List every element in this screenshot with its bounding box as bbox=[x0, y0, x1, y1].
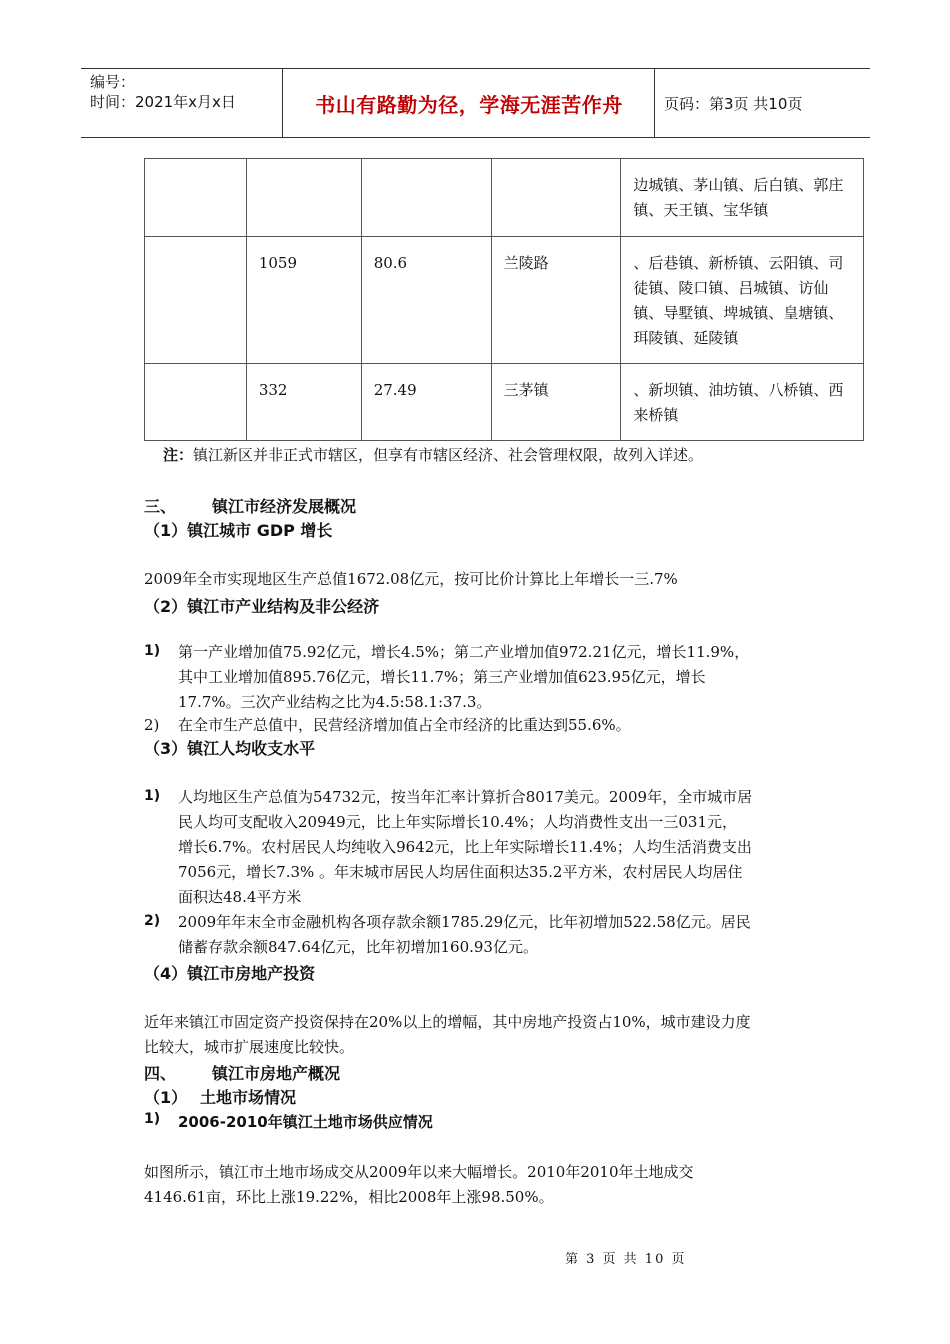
list-item-line: 民人均可支配收入20949元，比上年实际增长10.4%；人均消费性支出一三031元， bbox=[178, 813, 738, 831]
table-cell: 1059 bbox=[246, 237, 361, 364]
header-page-info: 页码：第3页 共10页 bbox=[664, 94, 803, 113]
table-row bbox=[145, 364, 864, 441]
table-cell-towns: 、后巷镇、新桥镇、云阳镇、司徒镇、陵口镇、吕城镇、访仙镇、导墅镇、埤城镇、皇塘镇、珥陵镇、延陵镇 bbox=[621, 237, 864, 364]
paragraph-line: 4146.61亩，环比上涨19.22%，相比2008年上涨98.50%。 bbox=[144, 1188, 554, 1206]
table-cell: 三茅镇 bbox=[491, 364, 621, 441]
list-number: 2) bbox=[144, 913, 161, 929]
section-heading: 镇江市房地产概况 bbox=[212, 1064, 341, 1083]
table-cell bbox=[145, 237, 247, 364]
table-cell bbox=[145, 364, 247, 441]
list-item-line: 人均地区生产总值为54732元，按当年汇率计算折合8017美元。2009年，全市城市居 bbox=[178, 788, 753, 806]
list-item-line: 17.7%。三次产业结构之比为4.5:58.1:37.3。 bbox=[178, 693, 492, 711]
subheading: 2006-2010年镇江土地市场供应情况 bbox=[178, 1113, 433, 1131]
page-footer: 第 3 页 共 10 页 bbox=[565, 1252, 687, 1267]
paragraph-line: 近年来镇江市固定资产投资保持在20%以上的增幅，其中房地产投资占10%，城市建设力度 bbox=[144, 1013, 751, 1031]
list-number: 1) bbox=[144, 788, 161, 804]
list-item-line: 2009年年末全市金融机构各项存款余额1785.29亿元，比年初增加522.58亿元。居民 bbox=[178, 913, 751, 931]
paragraph-line: 如图所示，镇江市土地市场成交从2009年以来大幅增长。2010年2010年土地成交 bbox=[144, 1163, 694, 1181]
paragraph: 2009年全市实现地区生产总值1672.08亿元，按可比价计算比上年增长一三.7% bbox=[144, 570, 678, 588]
header-divider bbox=[282, 69, 283, 137]
list-item-line: 储蓄存款余额847.64亿元，比年初增加160.93亿元。 bbox=[178, 938, 538, 956]
section-number: 三、 bbox=[144, 497, 177, 516]
subsection-heading: （4）镇江市房地产投资 bbox=[144, 964, 316, 983]
subsection-number: （1） bbox=[144, 1088, 188, 1107]
list-number: 1) bbox=[144, 643, 161, 659]
list-item-line: 在全市生产总值中，民营经济增加值占全市经济的比重达到55.6%。 bbox=[178, 716, 631, 734]
header-motto: 书山有路勤为径，学海无涯苦作舟 bbox=[315, 92, 623, 117]
subsection-heading: （3）镇江人均收支水平 bbox=[144, 739, 316, 758]
list-item-line: 第一产业增加值75.92亿元，增长4.5%；第二产业增加值972.21亿元，增长11.9%， bbox=[178, 643, 750, 661]
header-divider bbox=[654, 69, 655, 137]
subsection-heading: （2）镇江市产业结构及非公经济 bbox=[144, 597, 380, 616]
list-item-line: 其中工业增加值895.76亿元，增长11.7%；第三产业增加值623.95亿元，增长 bbox=[178, 668, 706, 686]
section-number: 四、 bbox=[144, 1064, 177, 1083]
table-cell: 27.49 bbox=[361, 364, 491, 441]
list-item-line: 7056元，增长7.3% 。年末城市居民人均居住面积达35.2平方米，农村居民人均居住 bbox=[178, 863, 743, 881]
note-label: 注： bbox=[163, 446, 194, 464]
list-number: 2) bbox=[144, 716, 160, 734]
table-note bbox=[163, 444, 703, 465]
list-item-line: 增长6.7%。农村居民人均纯收入9642元，比上年实际增长11.4%；人均生活消费支出 bbox=[178, 838, 752, 856]
note-text: 镇江新区并非正式市辖区，但享有市辖区经济、社会管理权限，故列入详述。 bbox=[193, 446, 704, 464]
subsection-heading: （1）镇江城市 GDP 增长 bbox=[144, 521, 333, 540]
table-cell bbox=[145, 159, 247, 237]
page-header bbox=[81, 68, 870, 138]
district-table bbox=[144, 158, 864, 441]
list-number: 1) bbox=[144, 1111, 161, 1127]
table-cell bbox=[491, 159, 621, 237]
table-cell bbox=[246, 159, 361, 237]
list-item-line: 面积达48.4平方米 bbox=[178, 888, 302, 906]
table-cell: 兰陵路 bbox=[491, 237, 621, 364]
subsection-heading: 土地市场情况 bbox=[200, 1088, 297, 1107]
table-row bbox=[145, 237, 864, 364]
document-number-label: 编号： bbox=[90, 73, 136, 91]
paragraph-line: 比较大，城市扩展速度比较快。 bbox=[144, 1038, 355, 1056]
table-cell-towns: 边城镇、茅山镇、后白镇、郭庄镇、天王镇、宝华镇 bbox=[621, 159, 864, 237]
table-cell-towns: 、新坝镇、油坊镇、八桥镇、西来桥镇 bbox=[621, 364, 864, 441]
table-cell bbox=[361, 159, 491, 237]
document-date-label: 时间：2021年x月x日 bbox=[90, 93, 236, 111]
table-cell: 332 bbox=[246, 364, 361, 441]
section-heading: 镇江市经济发展概况 bbox=[212, 497, 357, 516]
header-meta bbox=[90, 72, 236, 112]
table-cell: 80.6 bbox=[361, 237, 491, 364]
table-row bbox=[145, 159, 864, 237]
